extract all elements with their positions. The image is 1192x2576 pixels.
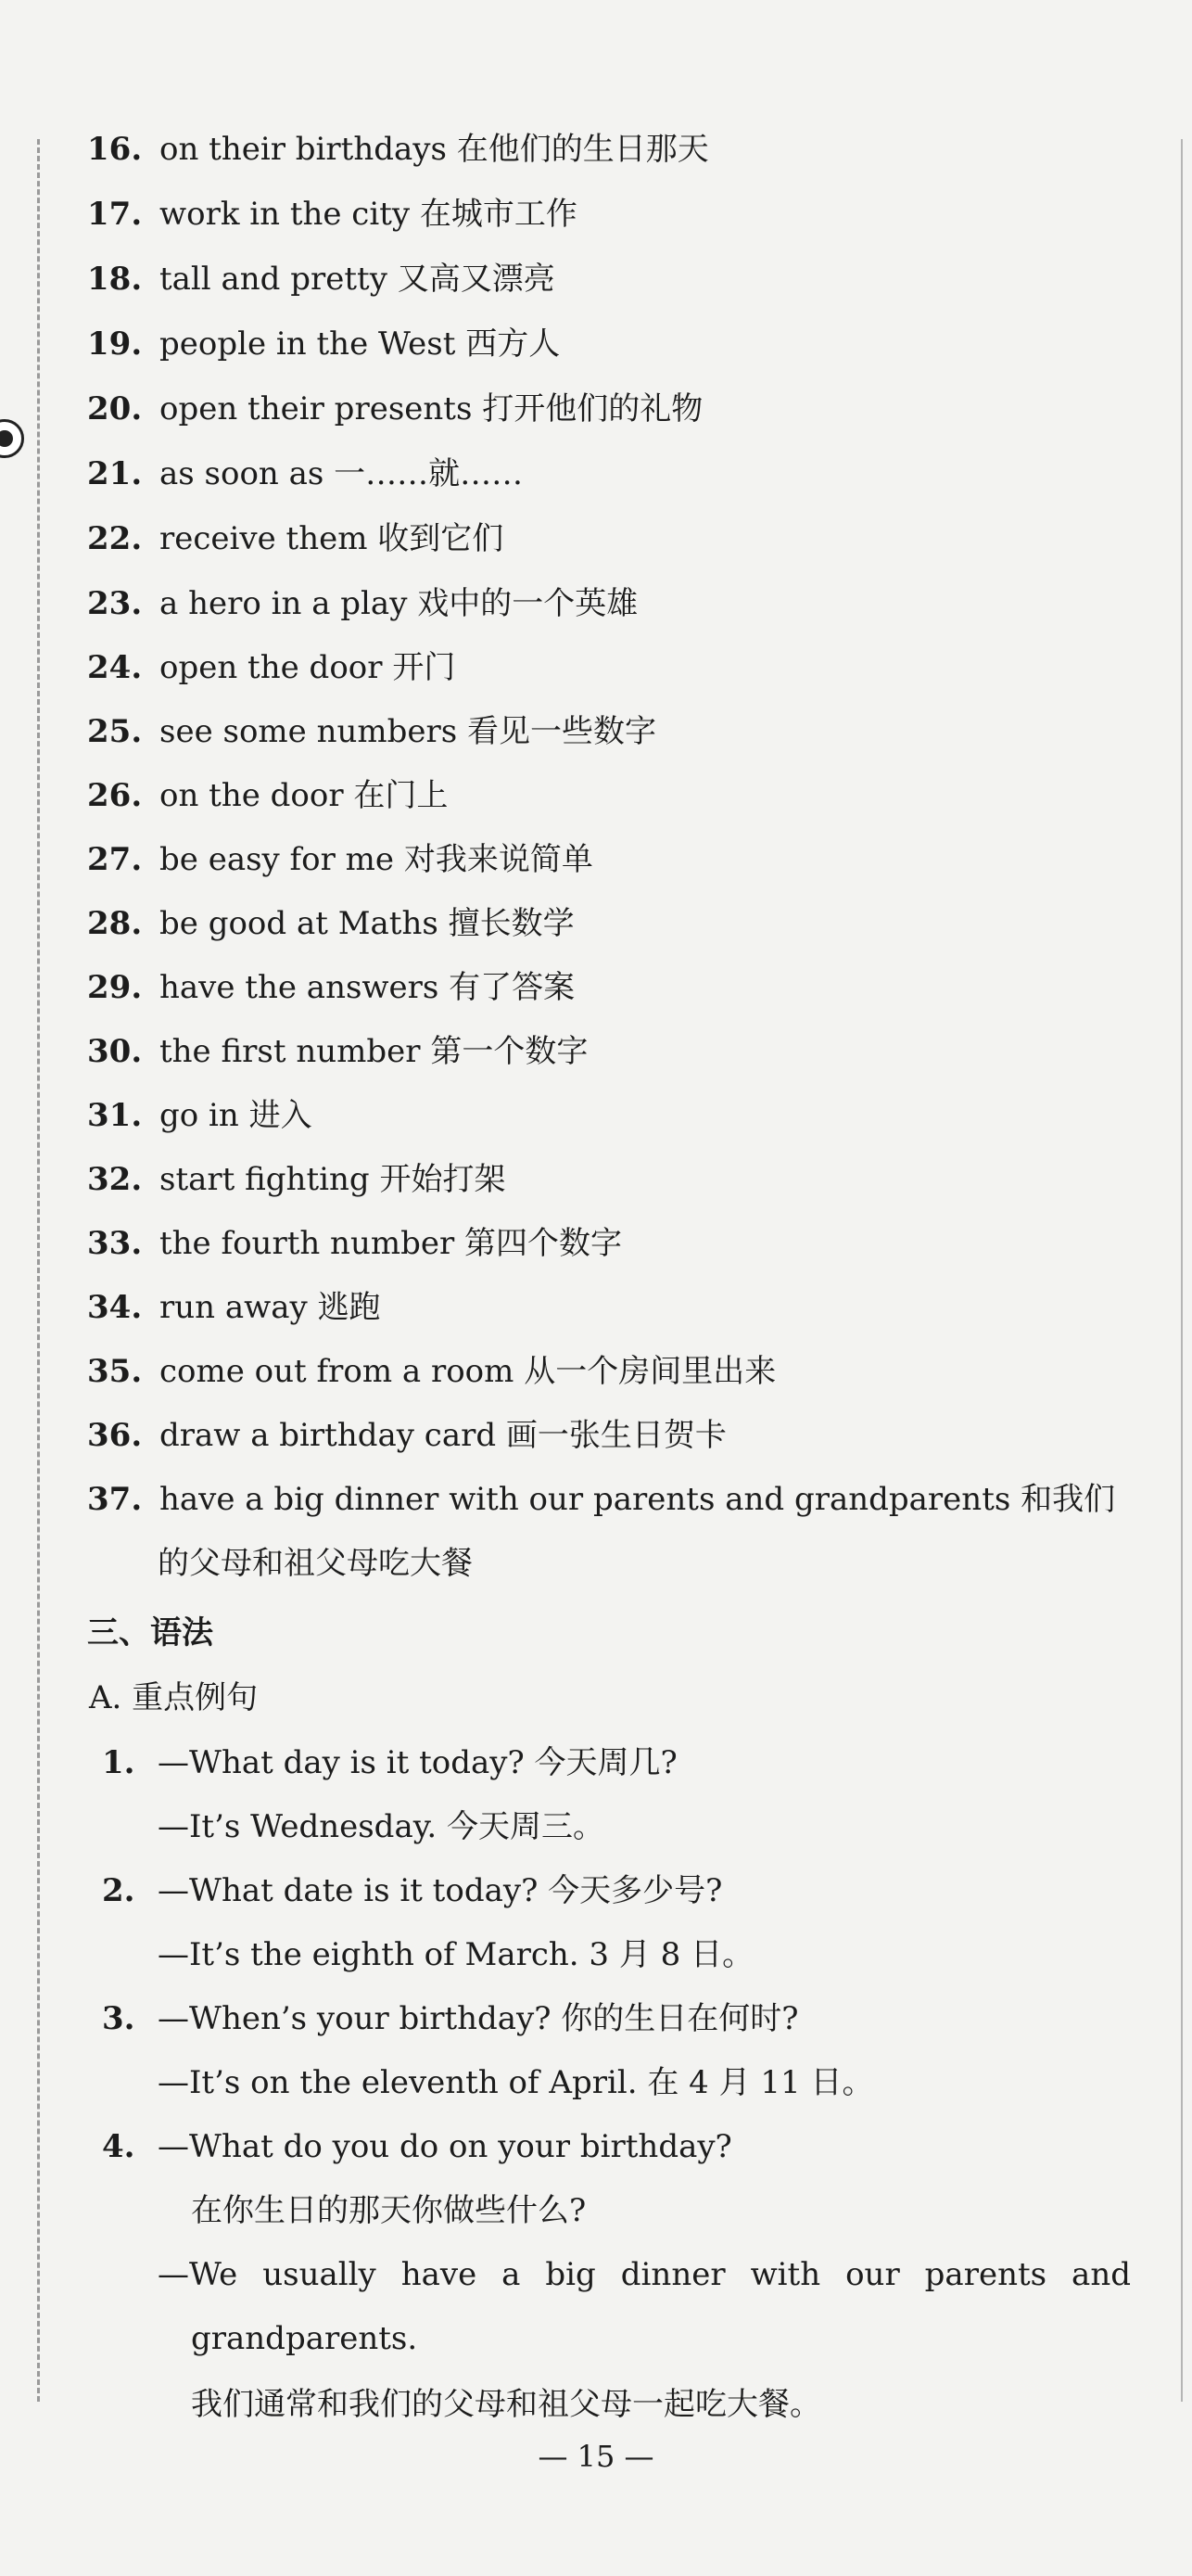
list-item: 31. go in 进入 bbox=[87, 1097, 312, 1134]
list-item: 24. open the door 开门 bbox=[87, 649, 456, 686]
list-item: 29. have the answers 有了答案 bbox=[87, 969, 576, 1006]
list-item: 19. people in the West 西方人 bbox=[87, 325, 561, 363]
grammar-answer: —We usually have a big dinner with our parents and bbox=[158, 2256, 1131, 2293]
list-item: 30. the first number 第一个数字 bbox=[87, 1033, 589, 1070]
list-item: 18. tall and pretty 又高又漂亮 bbox=[87, 261, 555, 298]
grammar-answer: —It’s on the eleventh of April. 在 4 月 11 日。 bbox=[158, 2064, 874, 2101]
list-item: 17. work in the city 在城市工作 bbox=[87, 196, 577, 233]
list-item: 25. see some numbers 看见一些数字 bbox=[87, 713, 657, 750]
list-item: 32. start fighting 开始打架 bbox=[87, 1161, 506, 1198]
left-dashed-rule bbox=[37, 139, 40, 2402]
list-item-continuation: 的父母和祖父母吃大餐 bbox=[158, 1545, 473, 1582]
page-number: — 15 — bbox=[538, 2439, 654, 2474]
list-item: 27. be easy for me 对我来说简单 bbox=[87, 841, 593, 878]
list-item: 26. on the door 在门上 bbox=[87, 777, 449, 814]
grammar-question-translation: 在你生日的那天你做些什么? bbox=[191, 2192, 587, 2229]
grammar-answer-continuation: grandparents. bbox=[191, 2320, 418, 2357]
grammar-answer: —It’s the eighth of March. 3 月 8 日。 bbox=[158, 1936, 755, 1973]
list-item: 16. on their birthdays 在他们的生日那天 bbox=[87, 131, 709, 168]
list-item: 33. the fourth number 第四个数字 bbox=[87, 1225, 623, 1262]
grammar-item: 4. —What do you do on your birthday? bbox=[102, 2128, 732, 2165]
list-item: 21. as soon as 一……就…… bbox=[87, 455, 524, 492]
grammar-answer: —It’s Wednesday. 今天周三。 bbox=[158, 1808, 605, 1845]
right-margin-rule bbox=[1181, 139, 1183, 2402]
list-item: 37. have a big dinner with our parents and grandparents 和我们 bbox=[87, 1481, 1116, 1518]
grammar-item: 2. —What date is it today? 今天多少号? bbox=[102, 1872, 723, 1909]
list-item: 28. be good at Maths 擅长数学 bbox=[87, 905, 575, 942]
section-heading: 三、语法 bbox=[87, 1614, 213, 1651]
list-item: 35. come out from a room 从一个房间里出来 bbox=[87, 1353, 777, 1390]
subsection-heading: A. 重点例句 bbox=[89, 1679, 259, 1716]
list-item: 36. draw a birthday card 画一张生日贺卡 bbox=[87, 1417, 727, 1454]
list-item: 20. open their presents 打开他们的礼物 bbox=[87, 390, 704, 427]
list-item: 23. a hero in a play 戏中的一个英雄 bbox=[87, 585, 639, 622]
binding-hole-icon bbox=[0, 419, 24, 458]
list-item: 22. receive them 收到它们 bbox=[87, 520, 504, 557]
grammar-item: 1. —What day is it today? 今天周几? bbox=[102, 1744, 678, 1781]
grammar-answer-translation: 我们通常和我们的父母和祖父母一起吃大餐。 bbox=[191, 2386, 821, 2423]
list-item: 34. run away 逃跑 bbox=[87, 1289, 381, 1326]
grammar-item: 3. —When’s your birthday? 你的生日在何时? bbox=[102, 2000, 799, 2037]
